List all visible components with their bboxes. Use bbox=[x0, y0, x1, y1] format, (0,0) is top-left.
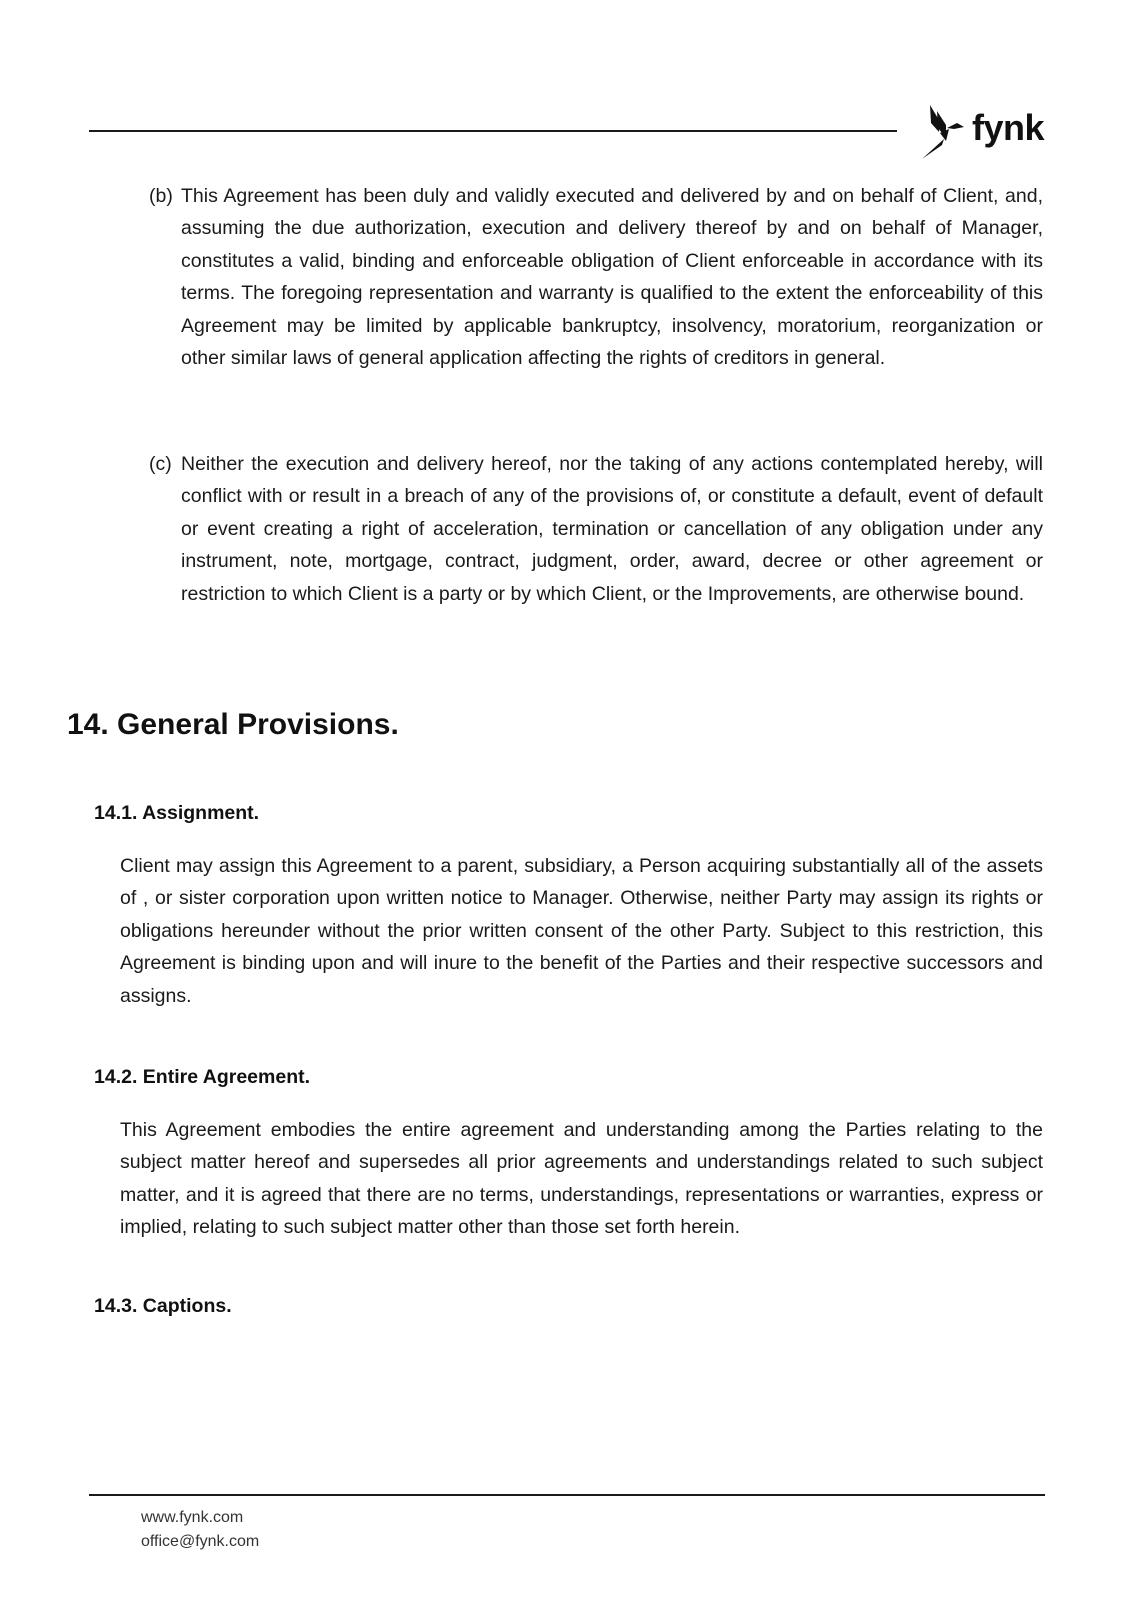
brand-logo bbox=[922, 104, 1052, 160]
footer-divider bbox=[89, 1494, 1045, 1496]
subsection-heading-entire-agreement: 14.2. Entire Agreement. bbox=[94, 1066, 311, 1088]
footer-email: office@fynk.com bbox=[141, 1533, 260, 1550]
subsection-heading-captions: 14.3. Captions. bbox=[94, 1295, 232, 1317]
footer-website: www.fynk.com bbox=[141, 1509, 244, 1526]
fynk-bird-icon bbox=[922, 105, 966, 159]
subsection-body-entire-agreement: This Agreement embodies the entire agreement and understanding among the Parties relating to the subject matter hereof and supersedes all prior agreements and understandings related to such subject matter, and it is agreed that there are no terms, understandings, representations or warranties, express or implied, relating to such subject matter other than those set forth herein. bbox=[120, 1119, 1043, 1239]
list-marker: (c) bbox=[149, 453, 172, 475]
list-marker: (b) bbox=[149, 185, 173, 207]
list-item-text: Neither the execution and delivery hereof, nor the taking of any actions contemplated hereby, will conflict with or result in a breach of any of the provisions of, or constitute a default, event of default or event creating a right of acceleration, termination or cancellation of any obligation under any instrument, note, mortgage, contract, judgment, order, award, decree or other agreement or restriction to which Client is a party or by which Client, or the Improvements, are otherwise bound. bbox=[181, 453, 1043, 605]
header-divider bbox=[89, 130, 897, 132]
subsection-body-assignment: Client may assign this Agreement to a parent, subsidiary, a Person acquiring substantially all of the assets of , or sister corporation upon written notice to Manager. Otherwise, neither Party may assign its rights or obligations hereunder without the prior written consent of the other Party. Subject to this restriction, this Agreement is binding upon and will inure to the benefit of the Parties and their respective successors and assigns. bbox=[120, 855, 1043, 1007]
footer bbox=[141, 1506, 259, 1554]
subsection-heading-assignment: 14.1. Assignment. bbox=[94, 802, 260, 824]
brand-name: fynk bbox=[972, 107, 1045, 148]
list-item-c bbox=[149, 448, 1043, 610]
list-item-b bbox=[149, 180, 1043, 374]
list-item-text: This Agreement has been duly and validly executed and delivered by and on behalf of Client, and, assuming the due authorization, execution and delivery thereof by and on behalf of Manager, constitutes a valid, binding and enforceable obligation of Client enforceable in accordance with its terms. The foregoing representation and warranty is qualified to the extent the enforceability of this Agreement may be limited by applicable bankruptcy, insolvency, moratorium, reorganization or other similar laws of general application affecting the rights of creditors in general. bbox=[181, 185, 1043, 370]
section-heading: 14. General Provisions. bbox=[67, 708, 399, 741]
